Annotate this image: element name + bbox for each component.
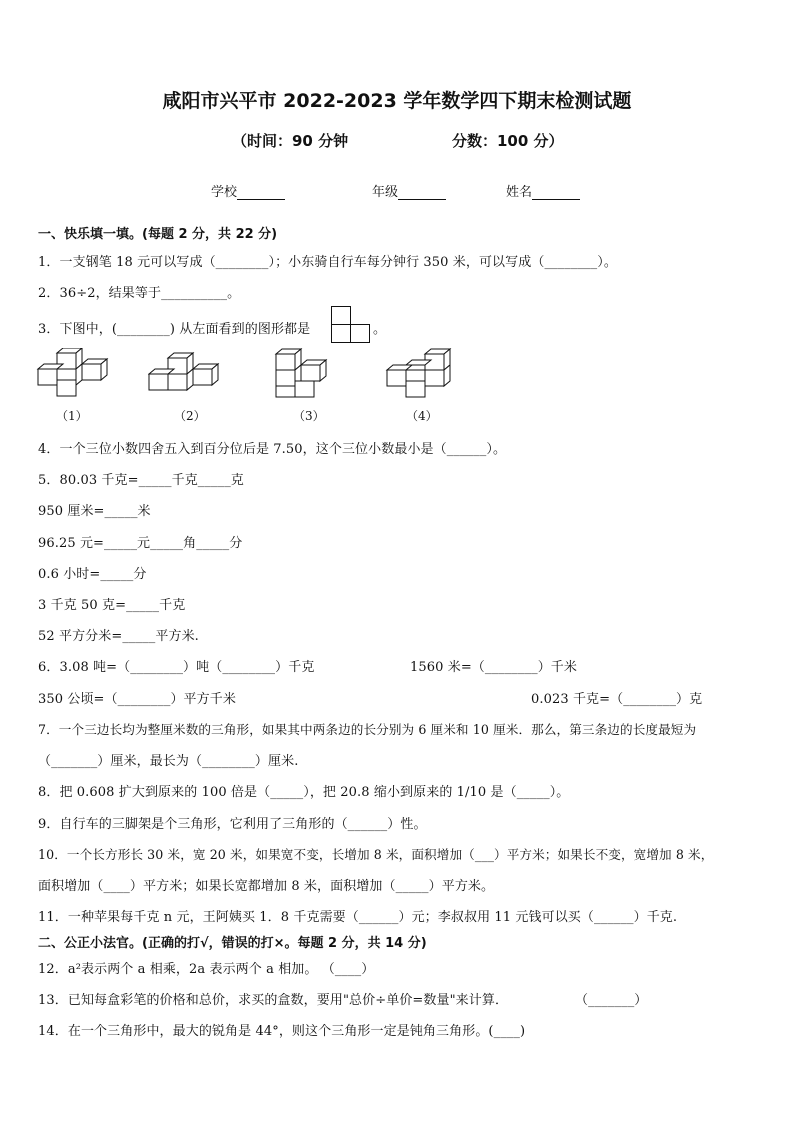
name-label: 姓名 (506, 185, 533, 200)
figure-label-4: （4） (406, 409, 438, 423)
page-title: 咸阳市兴平市 2022-2023 学年数学四下期末检测试题 (162, 90, 632, 112)
question-14: 14．在一个三角形中，最大的锐角是 44°，则这个三角形一定是钝角三角形。(____) (38, 1024, 526, 1039)
question-1: 1．一支钢笔 18 元可以写成（________）；小东骑自行车每分钟行 350 米，可以写成（________）。 (38, 255, 617, 270)
question-5-line-5: 3 千克 50 克=_____千克 (38, 598, 186, 613)
section2-heading: 二、公正小法官。(正确的打√，错误的打×。每题 2 分，共 14 分) (38, 936, 427, 951)
name-field[interactable] (506, 181, 580, 200)
grade-field[interactable] (372, 181, 446, 200)
school-label: 学校 (211, 185, 238, 200)
question-6-part-a: 6．3.08 吨=（________）吨（________）千克 (38, 660, 315, 675)
figure-label-1: （1） (56, 409, 88, 423)
school-blank[interactable] (237, 185, 285, 200)
question-5-line-2: 950 厘米=_____米 (38, 504, 151, 519)
school-field[interactable] (211, 181, 285, 200)
question-5-line-1: 5．80.03 千克=_____千克_____克 (38, 473, 244, 488)
question-9: 9．自行车的三脚架是个三角形，它利用了三角形的（______）性。 (38, 817, 427, 832)
cube-figure-3 (268, 348, 348, 400)
question-5-line-6: 52 平方分米=_____平方米. (38, 629, 199, 644)
section1-heading: 一、快乐填一填。(每题 2 分，共 22 分) (38, 227, 278, 242)
cube-figure-1 (30, 348, 110, 400)
cube-figure-2 (148, 348, 228, 400)
left-view-shape-icon (331, 306, 371, 344)
question-7-line-1: 7．一个三边长均为整厘米数的三角形，如果其中两条边的长分别为 6 厘米和 10 厘米．那么，第三条边的长度最短为 (38, 722, 697, 737)
score-info: 分数：100 分） (452, 132, 564, 150)
question-6-part-c: 350 公顷=（________）平方千米 (38, 692, 236, 707)
time-info: （时间：90 分钟 (232, 132, 349, 150)
question-4: 4．一个三位小数四舍五入到百分位后是 7.50，这个三位小数最小是（______）。 (38, 442, 507, 457)
question-3-end: 。 (373, 322, 387, 337)
figure-label-2: （2） (174, 409, 206, 423)
question-13-blank: （_______） (575, 993, 648, 1008)
question-13: 13．已知每盒彩笔的价格和总价，求买的盒数，要用"总价÷单价=数量"来计算． (38, 993, 509, 1008)
question-6-part-b: 1560 米=（________）千米 (410, 660, 578, 675)
question-10-line-1: 10．一个长方形长 30 米，宽 20 米，如果宽不变，长增加 8 米，面积增加（___）平方米；如果长不变，宽增加 8 米， (38, 847, 714, 862)
question-8: 8．把 0.608 扩大到原来的 100 倍是（_____），把 20.8 缩小到原来的 1/10 是（_____）。 (38, 785, 570, 800)
name-blank[interactable] (532, 185, 580, 200)
question-3: 3．下图中，(________) 从左面看到的图形都是 (38, 322, 311, 337)
question-5-line-4: 0.6 小时=_____分 (38, 567, 147, 582)
cube-figure-4 (380, 348, 460, 400)
question-6-part-d: 0.023 千克=（________）克 (531, 692, 703, 707)
question-11: 11．一种苹果每千克 n 元，王阿姨买 1．8 千克需要（______）元；李叔叔用 11 元钱可以买（______）千克. (38, 910, 678, 925)
grade-blank[interactable] (398, 185, 446, 200)
figure-label-3: （3） (293, 409, 325, 423)
question-7-line-2: （_______）厘米，最长为（________）厘米. (38, 754, 299, 769)
question-2: 2．36÷2，结果等于__________。 (38, 286, 241, 301)
question-12: 12．a²表示两个 a 相乘，2a 表示两个 a 相加。 （____） (38, 962, 375, 977)
question-5-line-3: 96.25 元=_____元_____角_____分 (38, 536, 243, 551)
question-10-line-2: 面积增加（____）平方米；如果长宽都增加 8 米，面积增加（_____）平方米。 (38, 879, 495, 894)
grade-label: 年级 (372, 185, 399, 200)
